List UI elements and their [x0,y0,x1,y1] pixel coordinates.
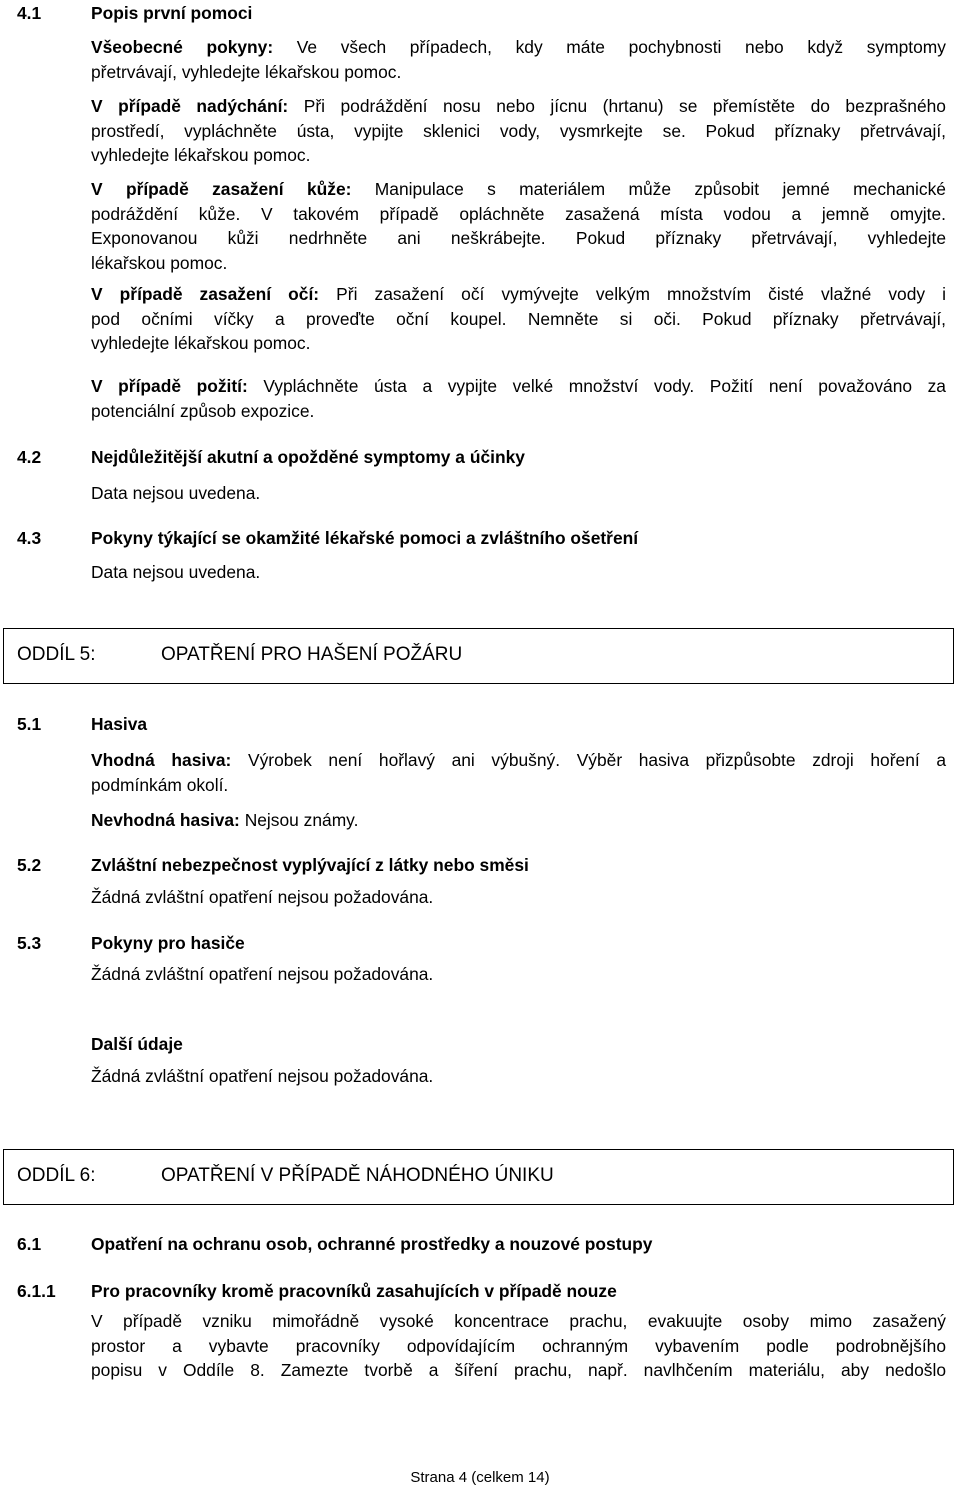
section-text: Žádná zvláštní opatření nejsou požadována. [91,964,434,984]
subsection-line-2: prostor a vybavte pracovníky odpovídajícím ochranným vybavením podle podrobnějšího [91,1335,946,1356]
eyes-line-3: vyhledejte lékařskou pomoc. [91,333,311,353]
section-text: Žádná zvláštní opatření nejsou požadována. [91,887,434,907]
section-number: 5.3 [17,933,42,953]
subsection-title: Pro pracovníky kromě pracovníků zasahujících v případě nouze [91,1281,617,1301]
further-info-title: Další údaje [91,1034,183,1054]
unsuitable-media-text: Nejsou známy. [244,810,359,830]
general-line-2: přetrvávají, vyhledejte lékařskou pomoc. [91,61,402,82]
ingestion-line-2: potenciální způsob expozice. [91,400,315,421]
eyes-line-1: Při zasažení očí vymývejte velkým množstvím čisté vlažné vody i [336,284,946,304]
general-instructions [91,35,946,84]
section-number: 4.2 [17,447,42,467]
subsection-line-1: V případě vzniku mimořádně vysoké koncentrace prachu, evakuujte osoby mimo zasažený [91,1311,946,1331]
eyes-line-2: pod očními víčky a proveďte oční koupel. Nemněte si oči. Pokud příznaky přetrvávají, [91,308,946,329]
section-title: Hasiva [91,714,148,734]
inhalation-line-2: prostředí, vypláchněte ústa, vypijte sklenici vody, vysmrkejte se. Pokud příznaky přetrvávají, [91,120,946,141]
section-title: Popis první pomoci [91,3,253,23]
ingestion-line-1: Vypláchněte ústa a vypijte velké množství vody. Požití není považováno za [263,376,946,396]
section-title: Zvláštní nebezpečnost vyplývající z látky nebo směsi [91,855,529,875]
skin-line-3: Exponovanou kůži nedrhněte ani neškrábejte. Pokud příznaky přetrvávají, vyhledejte [91,228,946,248]
section-title: Nejdůležitější akutní a opožděné symptomy a účinky [91,447,525,467]
eyes-label: V případě zasažení očí: [91,284,320,304]
general-line-1: Ve všech případech, kdy máte pochybnosti nebo když symptomy [296,37,946,57]
part-header [3,628,954,684]
unsuitable-media-label: Nevhodná hasiva: [91,810,240,830]
subsection-paragraph [91,1309,946,1383]
section-title: Pokyny pro hasiče [91,933,245,953]
part-number: ODDÍL 6: [17,1165,96,1186]
inhalation-line-1: Při podráždění nosu nebo jícnu (hrtanu) se přemístěte do bezprašného [303,96,946,116]
ingestion-paragraph [91,374,946,423]
skin-line-4: lékařskou pomoc. [91,252,228,273]
section-text: Data nejsou uvedena. [91,483,261,503]
suitable-media-label: Vhodná hasiva: [91,750,232,770]
general-label: Všeobecné pokyny: [91,37,274,57]
section-text: Data nejsou uvedena. [91,562,261,582]
section-number: 5.1 [17,714,42,734]
section-title: Pokyny týkající se okamžité lékařské pomoci a zvláštního ošetření [91,528,639,548]
suitable-media-line-2: podmínkám okolí. [91,774,229,795]
suitable-media-paragraph [91,748,946,797]
subsection-line-3: popisu v Oddíle 8. Zamezte tvorbě a šíření prachu, např. navlhčením materiálu, aby nedošlo [91,1360,946,1380]
inhalation-label: V případě nadýchání: [91,96,289,116]
inhalation-paragraph [91,94,946,168]
part-title: OPATŘENÍ PRO HAŠENÍ POŽÁRU [161,644,463,665]
section-number: 4.1 [17,3,42,23]
inhalation-line-3: vyhledejte lékařskou pomoc. [91,145,311,165]
part-title: OPATŘENÍ V PŘÍPADĚ NÁHODNÉHO ÚNIKU [161,1165,554,1186]
eyes-paragraph [91,282,946,356]
section-number: 4.3 [17,528,42,548]
part-number: ODDÍL 5: [17,644,96,665]
section-title: Opatření na ochranu osob, ochranné prostředky a nouzové postupy [91,1234,653,1254]
skin-label: V případě zasažení kůže: [91,179,352,199]
ingestion-label: V případě požití: [91,376,248,396]
subsection-number: 6.1.1 [17,1281,56,1301]
skin-line-1: Manipulace s materiálem může způsobit jemné mechanické [374,179,946,199]
section-number: 6.1 [17,1234,42,1254]
skin-paragraph [91,177,946,275]
further-info-text: Žádná zvláštní opatření nejsou požadována. [91,1066,434,1086]
page-footer: Strana 4 (celkem 14) [410,1469,550,1486]
part-header [3,1149,954,1205]
unsuitable-media-paragraph [91,808,946,833]
section-number: 5.2 [17,855,42,875]
suitable-media-line-1: Výrobek není hořlavý ani výbušný. Výběr hasiva přizpůsobte zdroji hoření a [247,750,946,770]
skin-line-2: podráždění kůže. V takovém případě opláchněte zasažená místa vodou a jemně omyjte. [91,203,946,224]
